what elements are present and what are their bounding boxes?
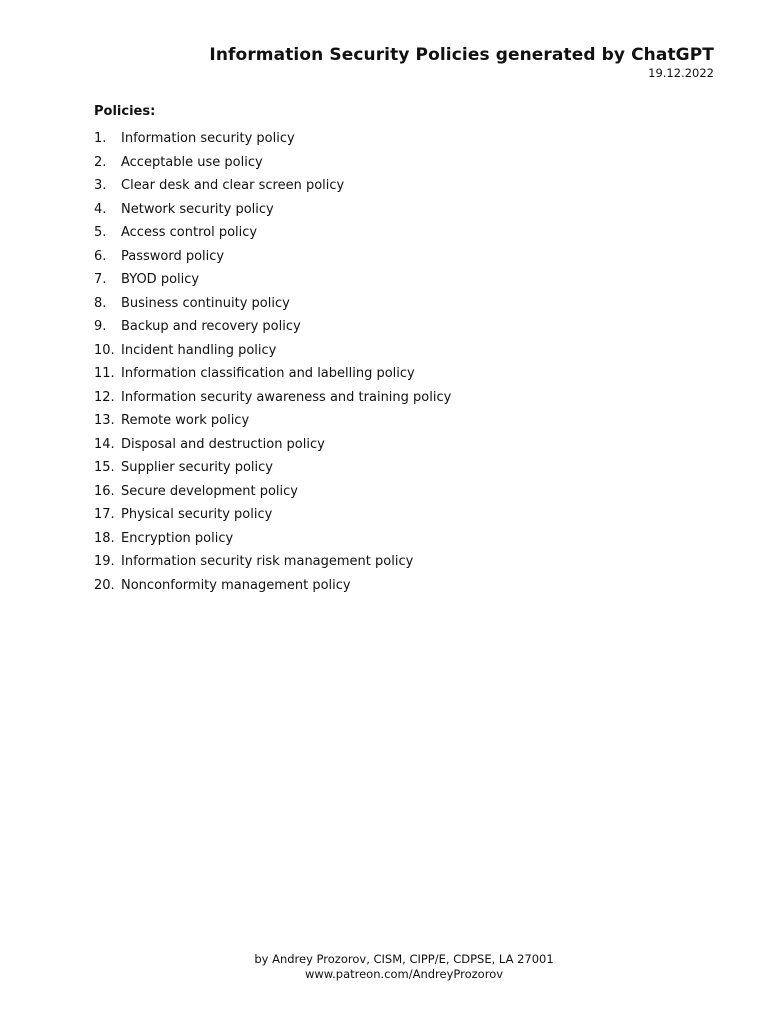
- list-item-text: Encryption policy: [121, 530, 234, 546]
- policies-section: [94, 103, 451, 597]
- list-item: [94, 292, 451, 316]
- list-item: [94, 198, 451, 222]
- list-item-number: 18.: [94, 530, 115, 546]
- list-item: [94, 268, 451, 292]
- list-item: [94, 386, 451, 410]
- list-item-number: 3.: [94, 178, 107, 193]
- list-item-number: 5.: [94, 225, 107, 240]
- list-item-text: Nonconformity management policy: [121, 577, 351, 593]
- list-item-number: 14.: [94, 436, 115, 452]
- list-item-number: 8.: [94, 295, 107, 311]
- list-item-text: Business continuity policy: [121, 295, 290, 311]
- list-item: [94, 362, 451, 386]
- policy-list: [94, 127, 451, 597]
- list-item: [94, 127, 451, 151]
- list-item-text: Disposal and destruction policy: [121, 436, 325, 452]
- list-item-number: 1.: [94, 131, 107, 146]
- list-item-text: Information classification and labelling policy: [121, 366, 415, 381]
- list-item-number: 4.: [94, 201, 107, 217]
- list-item: [94, 527, 451, 551]
- list-item-text: Information security policy: [121, 131, 295, 146]
- list-item: [94, 503, 451, 527]
- list-item-text: Password policy: [121, 248, 225, 264]
- footer-url: www.patreon.com/AndreyProzorov: [304, 967, 504, 981]
- list-item: [94, 550, 451, 574]
- list-item-number: 19.: [94, 554, 115, 569]
- list-item-text: Clear desk and clear screen policy: [121, 178, 345, 193]
- list-item-number: 11.: [94, 366, 115, 381]
- list-item-number: 9.: [94, 319, 107, 334]
- list-item-number: 20.: [94, 577, 115, 593]
- list-item-text: BYOD policy: [121, 272, 200, 287]
- list-item: [94, 151, 451, 175]
- list-item-text: Information security risk management policy: [121, 554, 414, 569]
- document-date: 19.12.2022: [648, 66, 714, 80]
- list-item: [94, 174, 451, 198]
- list-item: [94, 315, 451, 339]
- list-item-number: 12.: [94, 389, 115, 405]
- policies-heading: Policies:: [94, 104, 156, 119]
- list-item-number: 13.: [94, 413, 115, 428]
- list-item-text: Physical security policy: [121, 507, 273, 522]
- list-item: [94, 339, 451, 363]
- list-item: [94, 245, 451, 269]
- list-item-text: Information security awareness and training policy: [121, 389, 452, 405]
- list-item-number: 7.: [94, 272, 107, 287]
- list-item: [94, 409, 451, 433]
- list-item-number: 2.: [94, 154, 107, 170]
- list-item-number: 16.: [94, 483, 115, 499]
- footer-author: by Andrey Prozorov, CISM, CIPP/E, CDPSE, LA 27001: [254, 952, 554, 966]
- list-item-text: Backup and recovery policy: [121, 319, 301, 334]
- list-item-text: Supplier security policy: [121, 460, 274, 475]
- list-item-number: 10.: [94, 342, 115, 358]
- list-item-text: Remote work policy: [121, 413, 250, 428]
- document-header: [209, 44, 714, 80]
- list-item-number: 17.: [94, 507, 115, 522]
- list-item: [94, 480, 451, 504]
- list-item: [94, 221, 451, 245]
- document-footer: [0, 952, 768, 982]
- document-title: Information Security Policies generated by ChatGPT: [209, 45, 714, 65]
- list-item: [94, 433, 451, 457]
- list-item-text: Network security policy: [121, 201, 274, 217]
- list-item: [94, 574, 451, 598]
- list-item-number: 15.: [94, 460, 115, 475]
- list-item-number: 6.: [94, 248, 107, 264]
- list-item-text: Access control policy: [121, 225, 258, 240]
- list-item: [94, 456, 451, 480]
- list-item-text: Incident handling policy: [121, 342, 277, 358]
- list-item-text: Acceptable use policy: [121, 154, 263, 170]
- list-item-text: Secure development policy: [121, 483, 298, 499]
